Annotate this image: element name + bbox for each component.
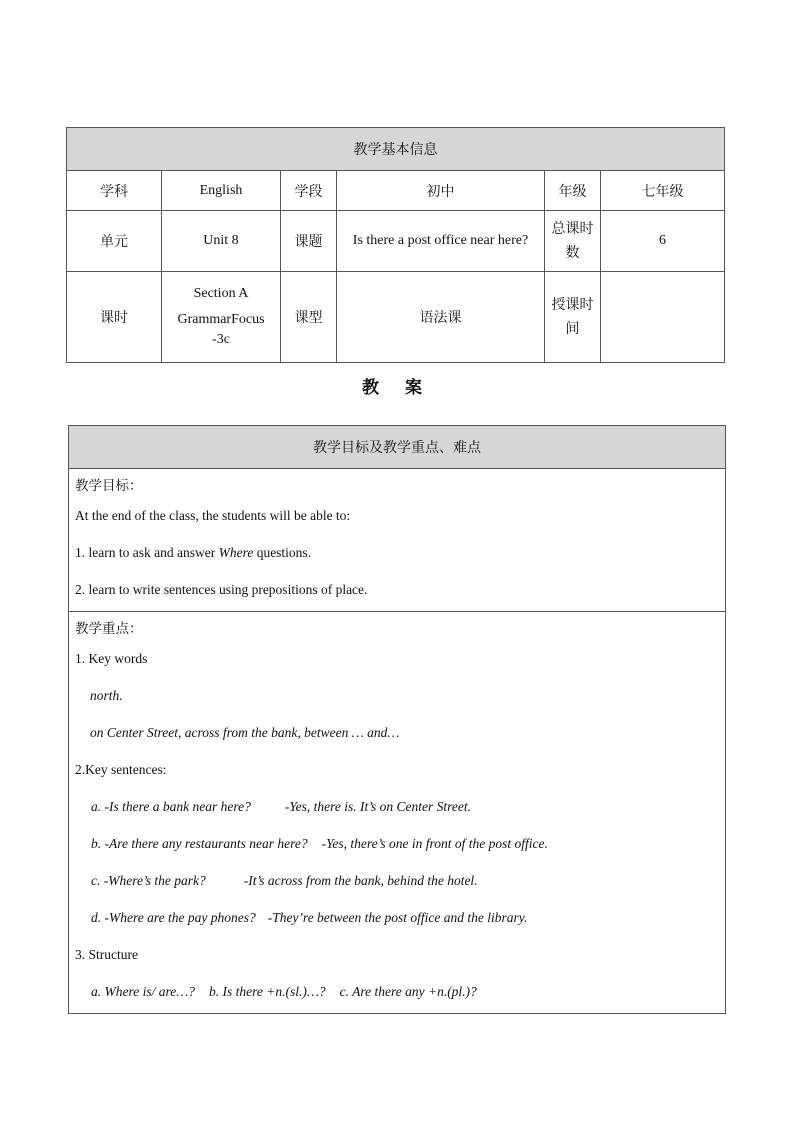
objective-item-1 [75, 542, 719, 579]
sentence-a [75, 796, 719, 833]
sentence-a-answer: -Yes, there is. It’s on Center Street. [284, 799, 471, 814]
objective-1-emphasis: Where [218, 545, 254, 560]
structure-a: a. Where is/ are…? [91, 984, 195, 999]
sentence-c-answer: -It’s across from the bank, behind the hotel. [243, 873, 478, 888]
objectives-cell [69, 469, 726, 612]
basic-info-header: 教学基本信息 [67, 128, 725, 171]
key-sentences-heading: 2.Key sentences: [75, 762, 167, 777]
lesson-type-label: 课型 [281, 272, 337, 363]
sentence-d [75, 907, 719, 944]
unit-value: Unit 8 [162, 211, 281, 272]
topic-value: Is there a post office near here? [337, 211, 545, 272]
stage-label: 学段 [281, 171, 337, 211]
period-line-2: GrammarFocus [177, 312, 265, 327]
key-word-1 [75, 685, 719, 722]
plan-header: 教学目标及教学重点、难点 [69, 426, 726, 469]
subject-value: English [162, 171, 281, 211]
sentence-b [75, 833, 719, 870]
lesson-plan-table [68, 425, 726, 1014]
total-periods-value: 6 [601, 211, 725, 272]
objectives-intro: At the end of the class, the students will be able to: [75, 508, 351, 523]
sentence-c [75, 870, 719, 907]
sentence-a-question: a. -Is there a bank near here? [91, 799, 251, 814]
grade-label: 年级 [545, 171, 601, 211]
sentence-c-question: c. -Where’s the park? [91, 873, 206, 888]
sentence-b-question: b. -Are there any restaurants near here? [91, 836, 308, 851]
grade-value: 七年级 [601, 171, 725, 211]
sentence-d-answer: -They’re between the post office and the library. [267, 910, 528, 925]
objectives-label: 教学目标： [75, 478, 143, 494]
objective-1-text-pre: 1. learn to ask and answer [75, 545, 219, 560]
subject-label: 学科 [67, 171, 162, 211]
lesson-type-value: 语法课 [337, 272, 545, 363]
structure-heading: 3. Structure [75, 947, 138, 962]
period-line-3: -3c [212, 332, 230, 347]
key-word-2-text: on Center Street, across from the bank, between … and… [90, 725, 400, 740]
key-points-label: 教学重点： [75, 621, 143, 637]
unit-label: 单元 [67, 211, 162, 272]
basic-info-table [66, 127, 725, 363]
key-word-2 [75, 722, 719, 759]
teaching-time-value [601, 272, 725, 363]
key-word-1-text: north. [90, 688, 123, 703]
plan-title: 教 案 [362, 378, 432, 398]
period-line-1: Section A [193, 286, 249, 301]
stage-value: 初中 [337, 171, 545, 211]
structure-items [75, 981, 719, 1005]
structure-b: b. Is there +n.(sl.)…? [209, 984, 326, 999]
key-words-heading: 1. Key words [75, 651, 148, 666]
topic-label: 课题 [281, 211, 337, 272]
objective-item-2: 2. learn to write sentences using prepositions of place. [75, 582, 368, 597]
sentence-d-question: d. -Where are the pay phones? [91, 910, 256, 925]
teaching-time-label: 授课时间 [545, 272, 601, 363]
period-label: 课时 [67, 272, 162, 363]
structure-c: c. Are there any +n.(pl.)? [339, 984, 477, 999]
key-points-cell [69, 612, 726, 1014]
sentence-b-answer: -Yes, there’s one in front of the post office. [321, 836, 548, 851]
period-value [162, 272, 281, 363]
objective-1-text-post: questions. [253, 545, 312, 560]
total-periods-label: 总课时数 [545, 211, 601, 272]
